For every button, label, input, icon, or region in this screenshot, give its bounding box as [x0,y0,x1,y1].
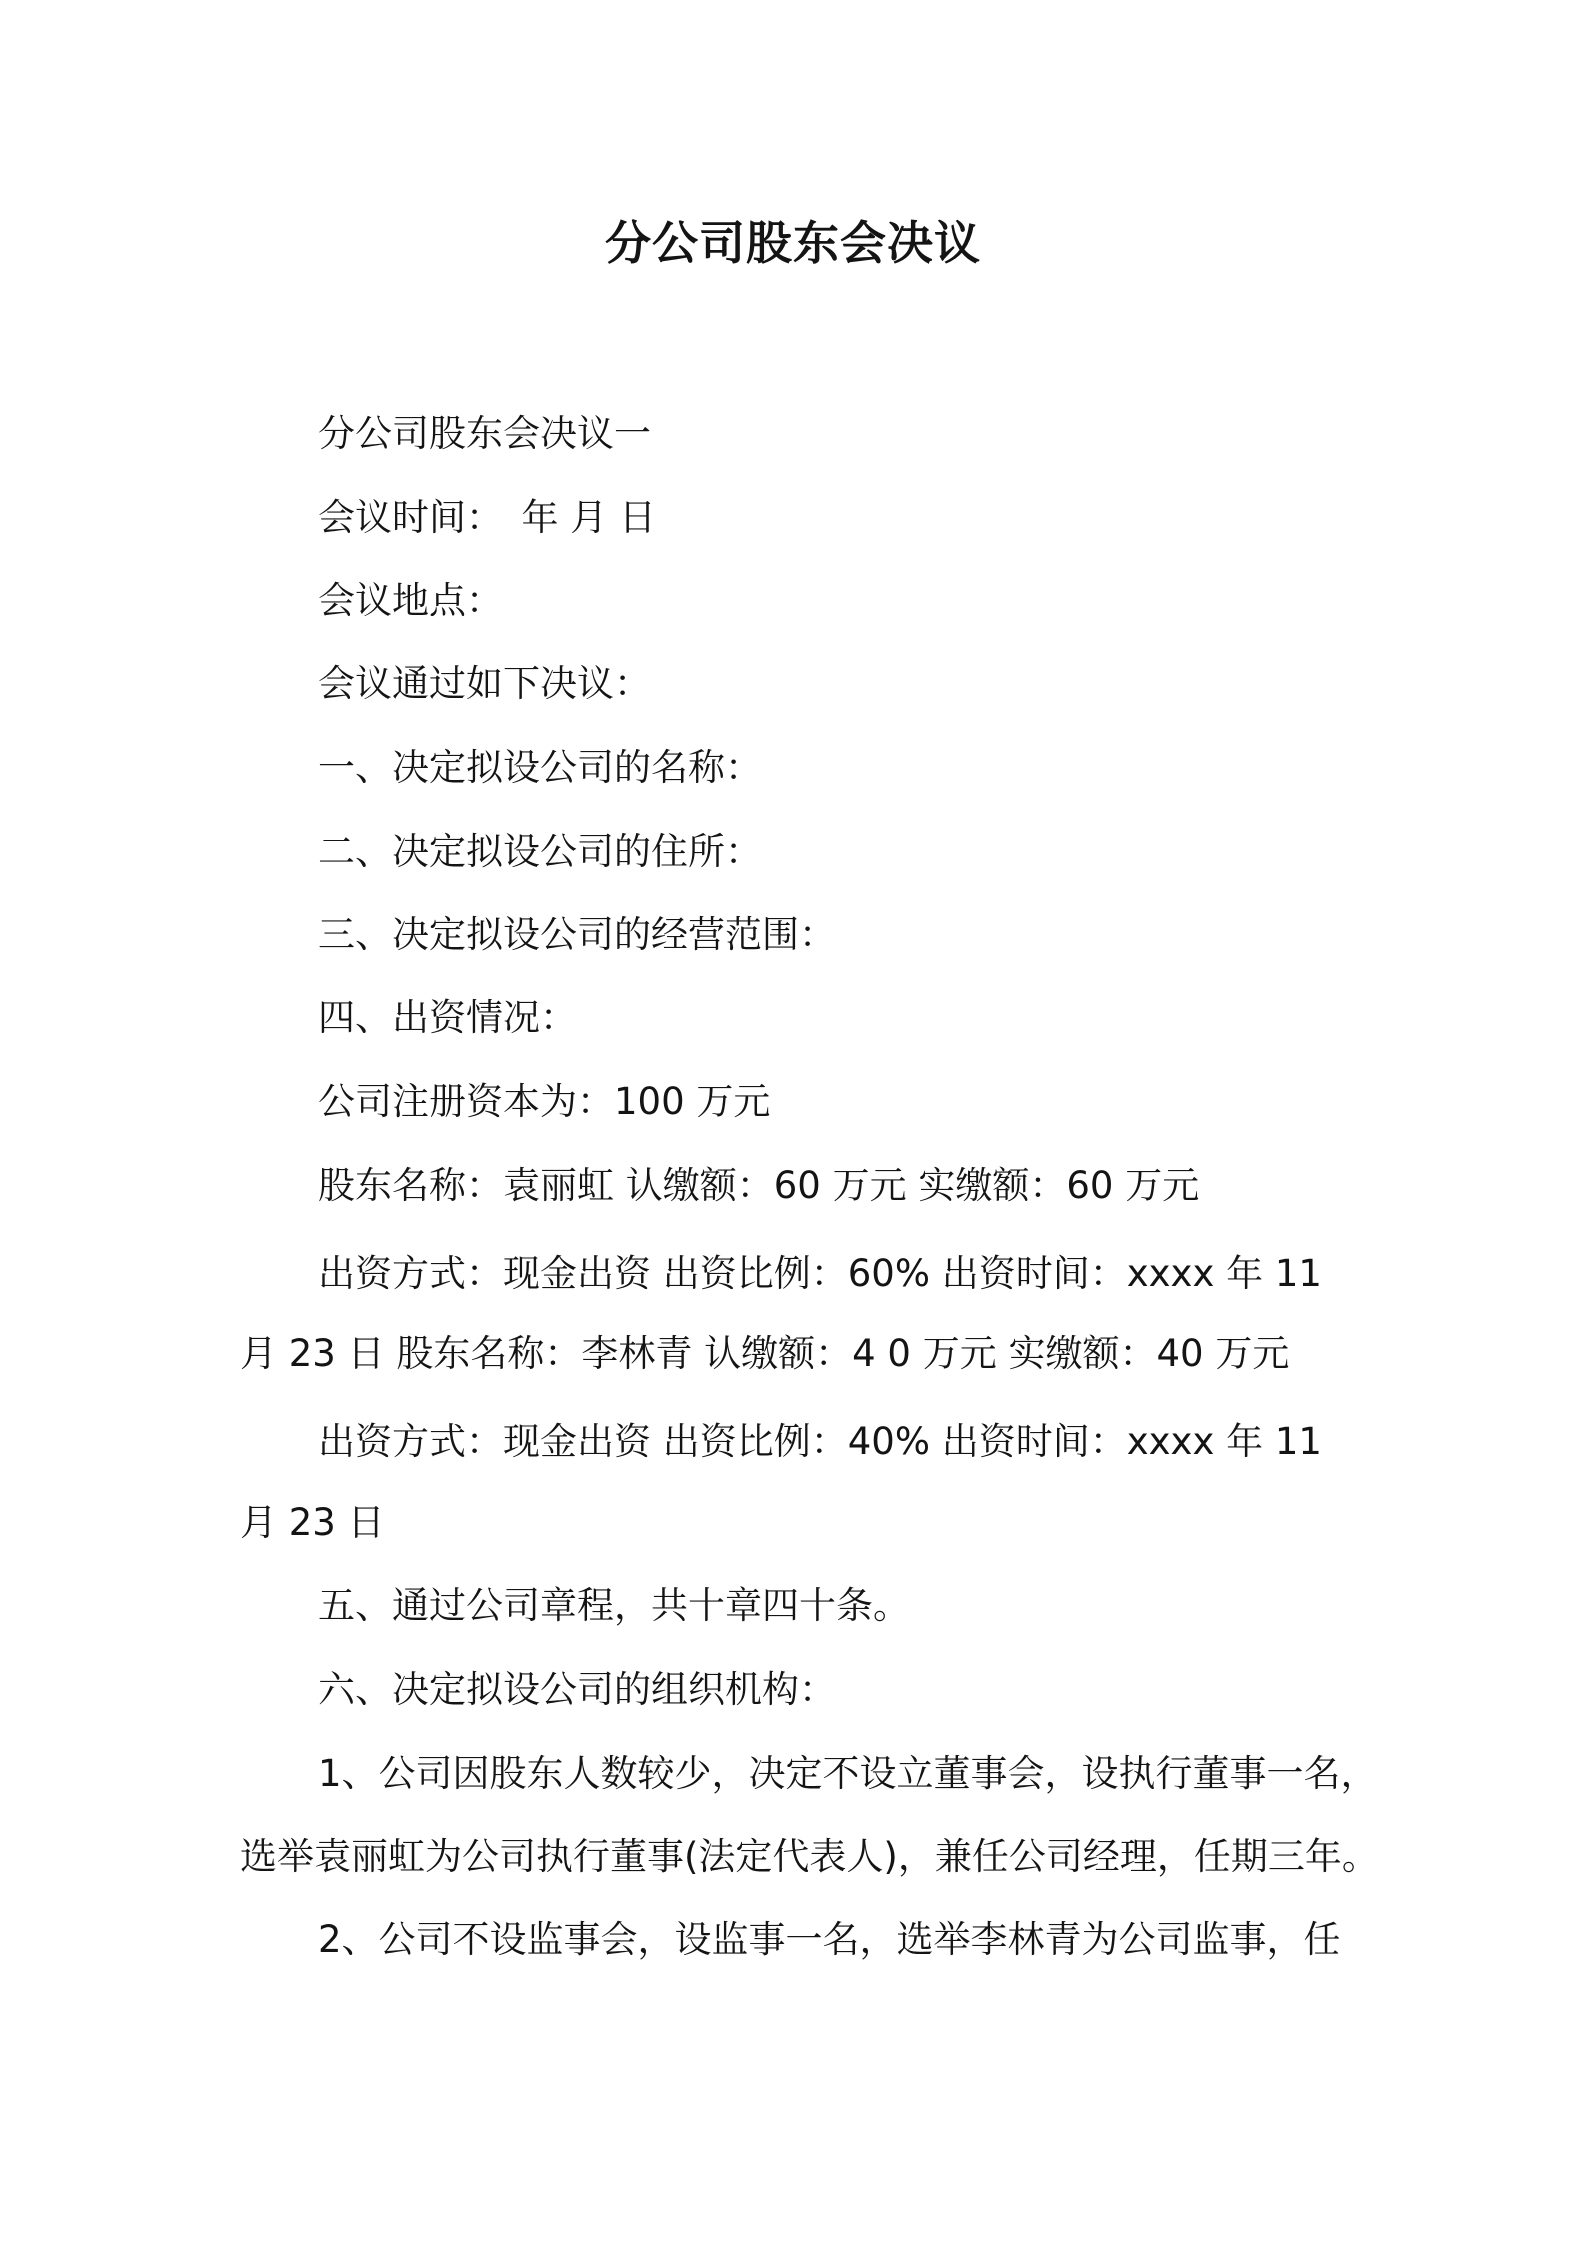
meeting-time: 会议时间： 年 月 日 [318,496,657,539]
org-clause-1: 1、公司因股东人数较少，决定不设立董事会，设执行董事一名， [318,1752,1378,1795]
item-3-business-scope: 三、决定拟设公司的经营范围： [318,913,836,956]
item-5-articles: 五、通过公司章程，共十章四十条。 [318,1584,910,1627]
shareholder-1-info: 股东名称：袁丽虹 认缴额：60 万元 实缴额：60 万元 [318,1164,1200,1207]
org-clause-2: 2、公司不设监事会，设监事一名，选举李林青为公司监事，任 [318,1918,1341,1961]
shareholder-2-date: 月 23 日 [240,1501,385,1544]
item-1-company-name: 一、决定拟设公司的名称： [318,746,762,789]
item-6-organization: 六、决定拟设公司的组织机构： [318,1668,836,1711]
registered-capital: 公司注册资本为：100 万元 [318,1080,771,1123]
shareholder-1-contribution: 出资方式：现金出资 出资比例：60% 出资时间：xxxx 年 11 [318,1252,1322,1295]
document-title: 分公司股东会决议 [605,216,981,270]
item-2-company-address: 二、决定拟设公司的住所： [318,830,762,873]
resolutions-intro: 会议通过如下决议： [318,662,651,705]
shareholder-2-info: 月 23 日 股东名称：李林青 认缴额：4 0 万元 实缴额：40 万元 [240,1332,1290,1375]
item-4-capital-contribution: 四、出资情况： [318,996,577,1039]
org-clause-1-continued: 选举袁丽虹为公司执行董事(法定代表人)，兼任公司经理，任期三年。 [240,1835,1379,1878]
resolution-subtitle: 分公司股东会决议一 [318,412,651,455]
shareholder-2-contribution: 出资方式：现金出资 出资比例：40% 出资时间：xxxx 年 11 [318,1420,1322,1463]
meeting-location: 会议地点： [318,579,503,622]
